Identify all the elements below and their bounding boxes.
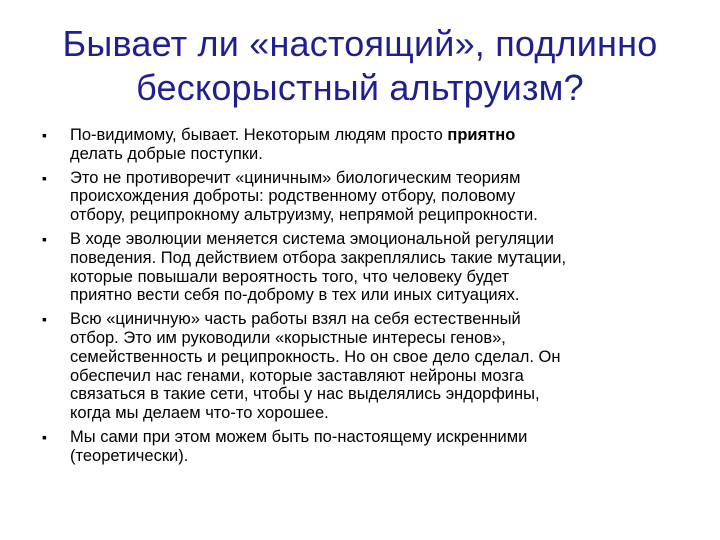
bullet-line: обеспечил нас генами, которые заставляют нейроны мозга <box>70 366 524 385</box>
bullet-line: приятно вести себя по-доброму в тех или иных ситуациях. <box>70 286 520 305</box>
bullet-marker: ▪ <box>42 311 47 328</box>
bullet-line: Мы сами при этом можем быть по-настоящему искренними <box>70 427 528 446</box>
bullet-line <box>70 126 690 145</box>
bullet-item <box>40 230 690 305</box>
bullet-item <box>40 169 690 225</box>
bullet-line: отбор. Это им руководили «корыстные интересы генов», <box>70 328 506 347</box>
bullet-marker: ▪ <box>42 230 47 247</box>
bullet-line: Всю «циничную» часть работы взял на себя естественный <box>70 310 521 329</box>
bullet-line: В ходе эволюции меняется система эмоциональной регуляции <box>70 229 554 248</box>
bullet-line: (теоретически). <box>70 446 189 465</box>
bullet-item <box>40 428 690 466</box>
bullet-line: отбору, реципрокному альтруизму, непрямой реципрокности. <box>70 206 538 225</box>
bullet-emphasis: приятно <box>447 126 516 144</box>
bullet-list <box>40 126 690 471</box>
bullet-text: По-видимому, бывает. Некоторым людям просто <box>70 126 448 144</box>
title-line-1: Бывает ли «настоящий», подлинно <box>62 23 658 64</box>
bullet-line: которые повышали вероятность того, что человеку будет <box>70 267 510 286</box>
bullet-line: семейственность и реципрокность. Но он свое дело сделал. Он <box>70 347 561 366</box>
bullet-line: связаться в такие сети, чтобы у нас выделялись эндорфины, <box>70 385 540 404</box>
title-line-2: бескорыстный альтруизм? <box>136 67 584 108</box>
bullet-item <box>40 126 690 164</box>
bullet-line: делать добрые поступки. <box>70 144 263 163</box>
slide-title <box>10 22 710 110</box>
bullet-item <box>40 310 690 423</box>
bullet-line: Это не противоречит «циничным» биологическим теориям <box>70 168 521 187</box>
bullet-line: поведения. Под действием отбора закреплялись такие мутации, <box>70 248 567 267</box>
bullet-marker: ▪ <box>42 428 47 445</box>
bullet-line: происхождения доброты: родственному отбору, половому <box>70 187 516 206</box>
bullet-line: когда мы делаем что-то хорошее. <box>70 404 329 423</box>
bullet-marker: ▪ <box>42 169 47 186</box>
bullet-marker: ▪ <box>42 127 47 143</box>
